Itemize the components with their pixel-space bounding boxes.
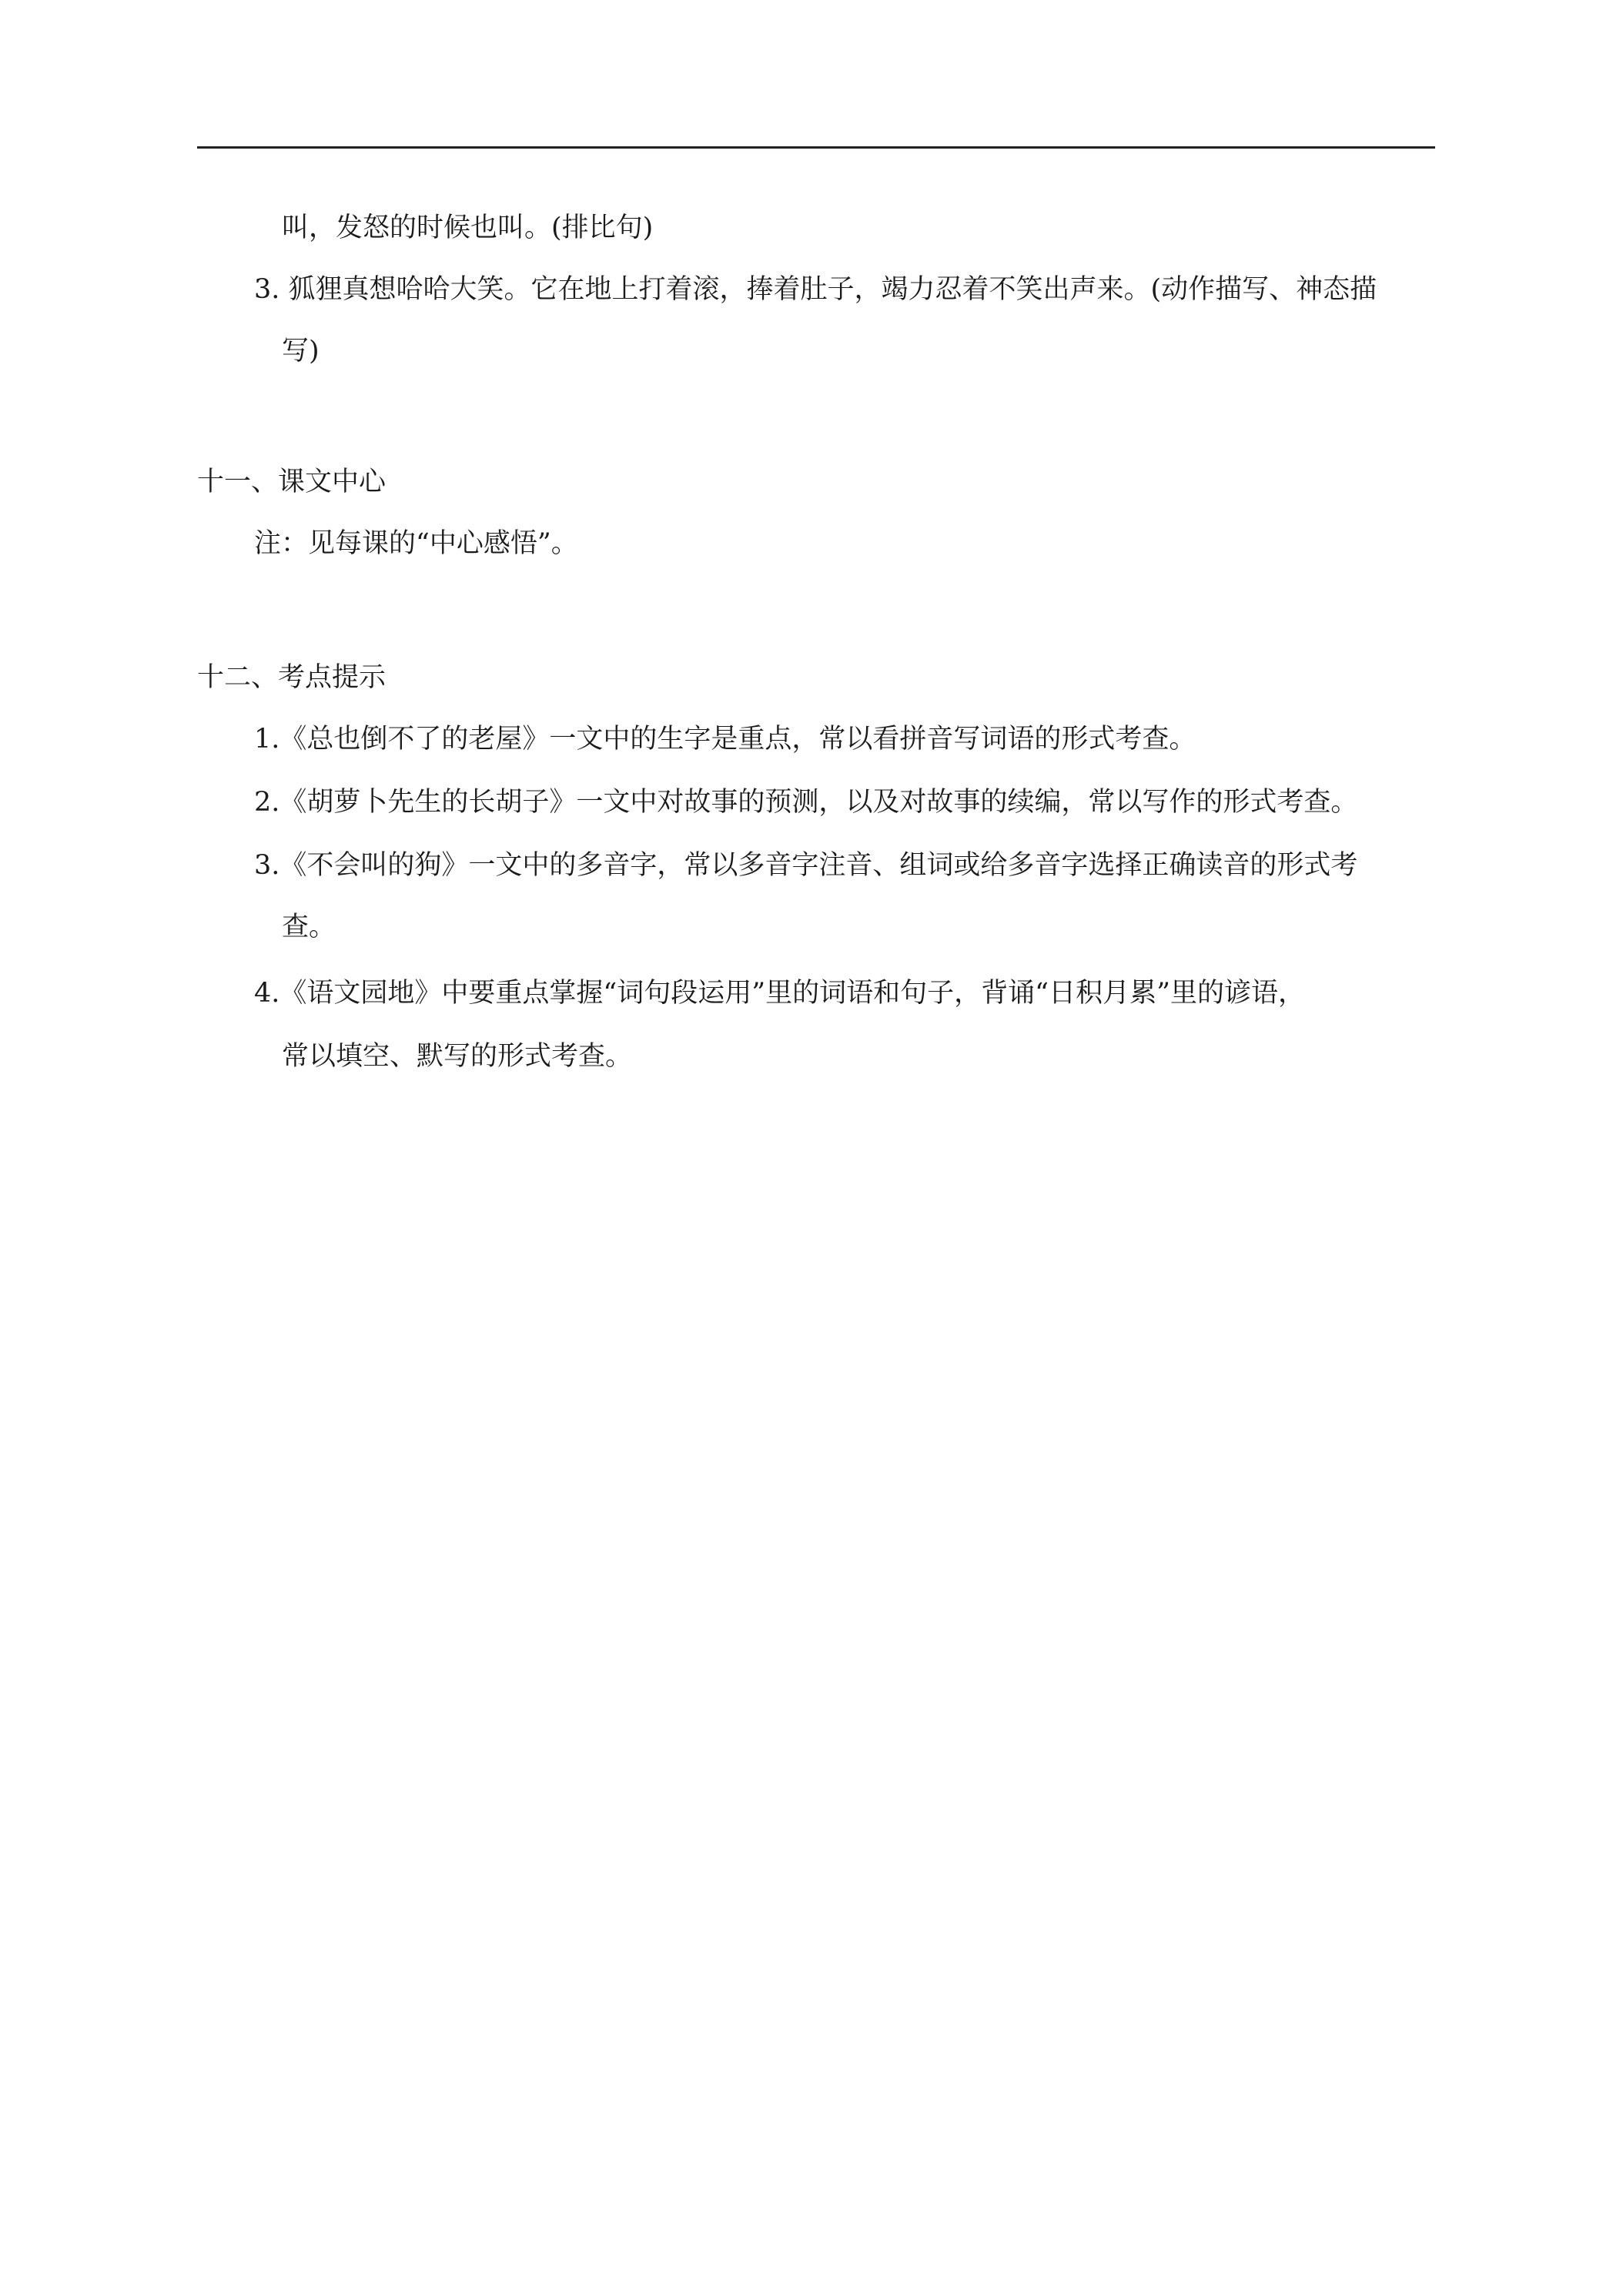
section-11-note: 注：见每课的“中心感悟”。 <box>254 528 578 559</box>
list-item: 4.《语文园地》中要重点掌握“词句段运用”里的词语和句子，背诵“日积月累”里的谚语， <box>254 978 1305 1009</box>
list-item: 3.《不会叫的狗》一文中的多音字，常以多音字注音、组词或给多音字选择正确读音的形式考 <box>254 850 1358 881</box>
list-item-continuation: 查。 <box>282 912 336 942</box>
section-12-heading: 十二、考点提示 <box>197 662 387 693</box>
header-rule <box>197 146 1435 149</box>
section-11-heading: 十一、课文中心 <box>197 467 387 497</box>
list-item: 1.《总也倒不了的老屋》一文中的生字是重点，常以看拼音写词语的形式考查。 <box>254 724 1196 755</box>
list-item: 2.《胡萝卜先生的长胡子》一文中对故事的预测，以及对故事的续编，常以写作的形式考查。 <box>254 787 1358 818</box>
list-item-3-line2: 写) <box>282 336 320 366</box>
list-item-continuation: 常以填空、默写的形式考查。 <box>282 1041 633 1072</box>
continuation-line: 叫，发怒的时候也叫。(排比句) <box>282 213 654 243</box>
list-item-3-line1: 3. 狐狸真想哈哈大笑。它在地上打着滚，捧着肚子，竭力忍着不笑出声来。(动作描写、神态描 <box>254 274 1377 305</box>
